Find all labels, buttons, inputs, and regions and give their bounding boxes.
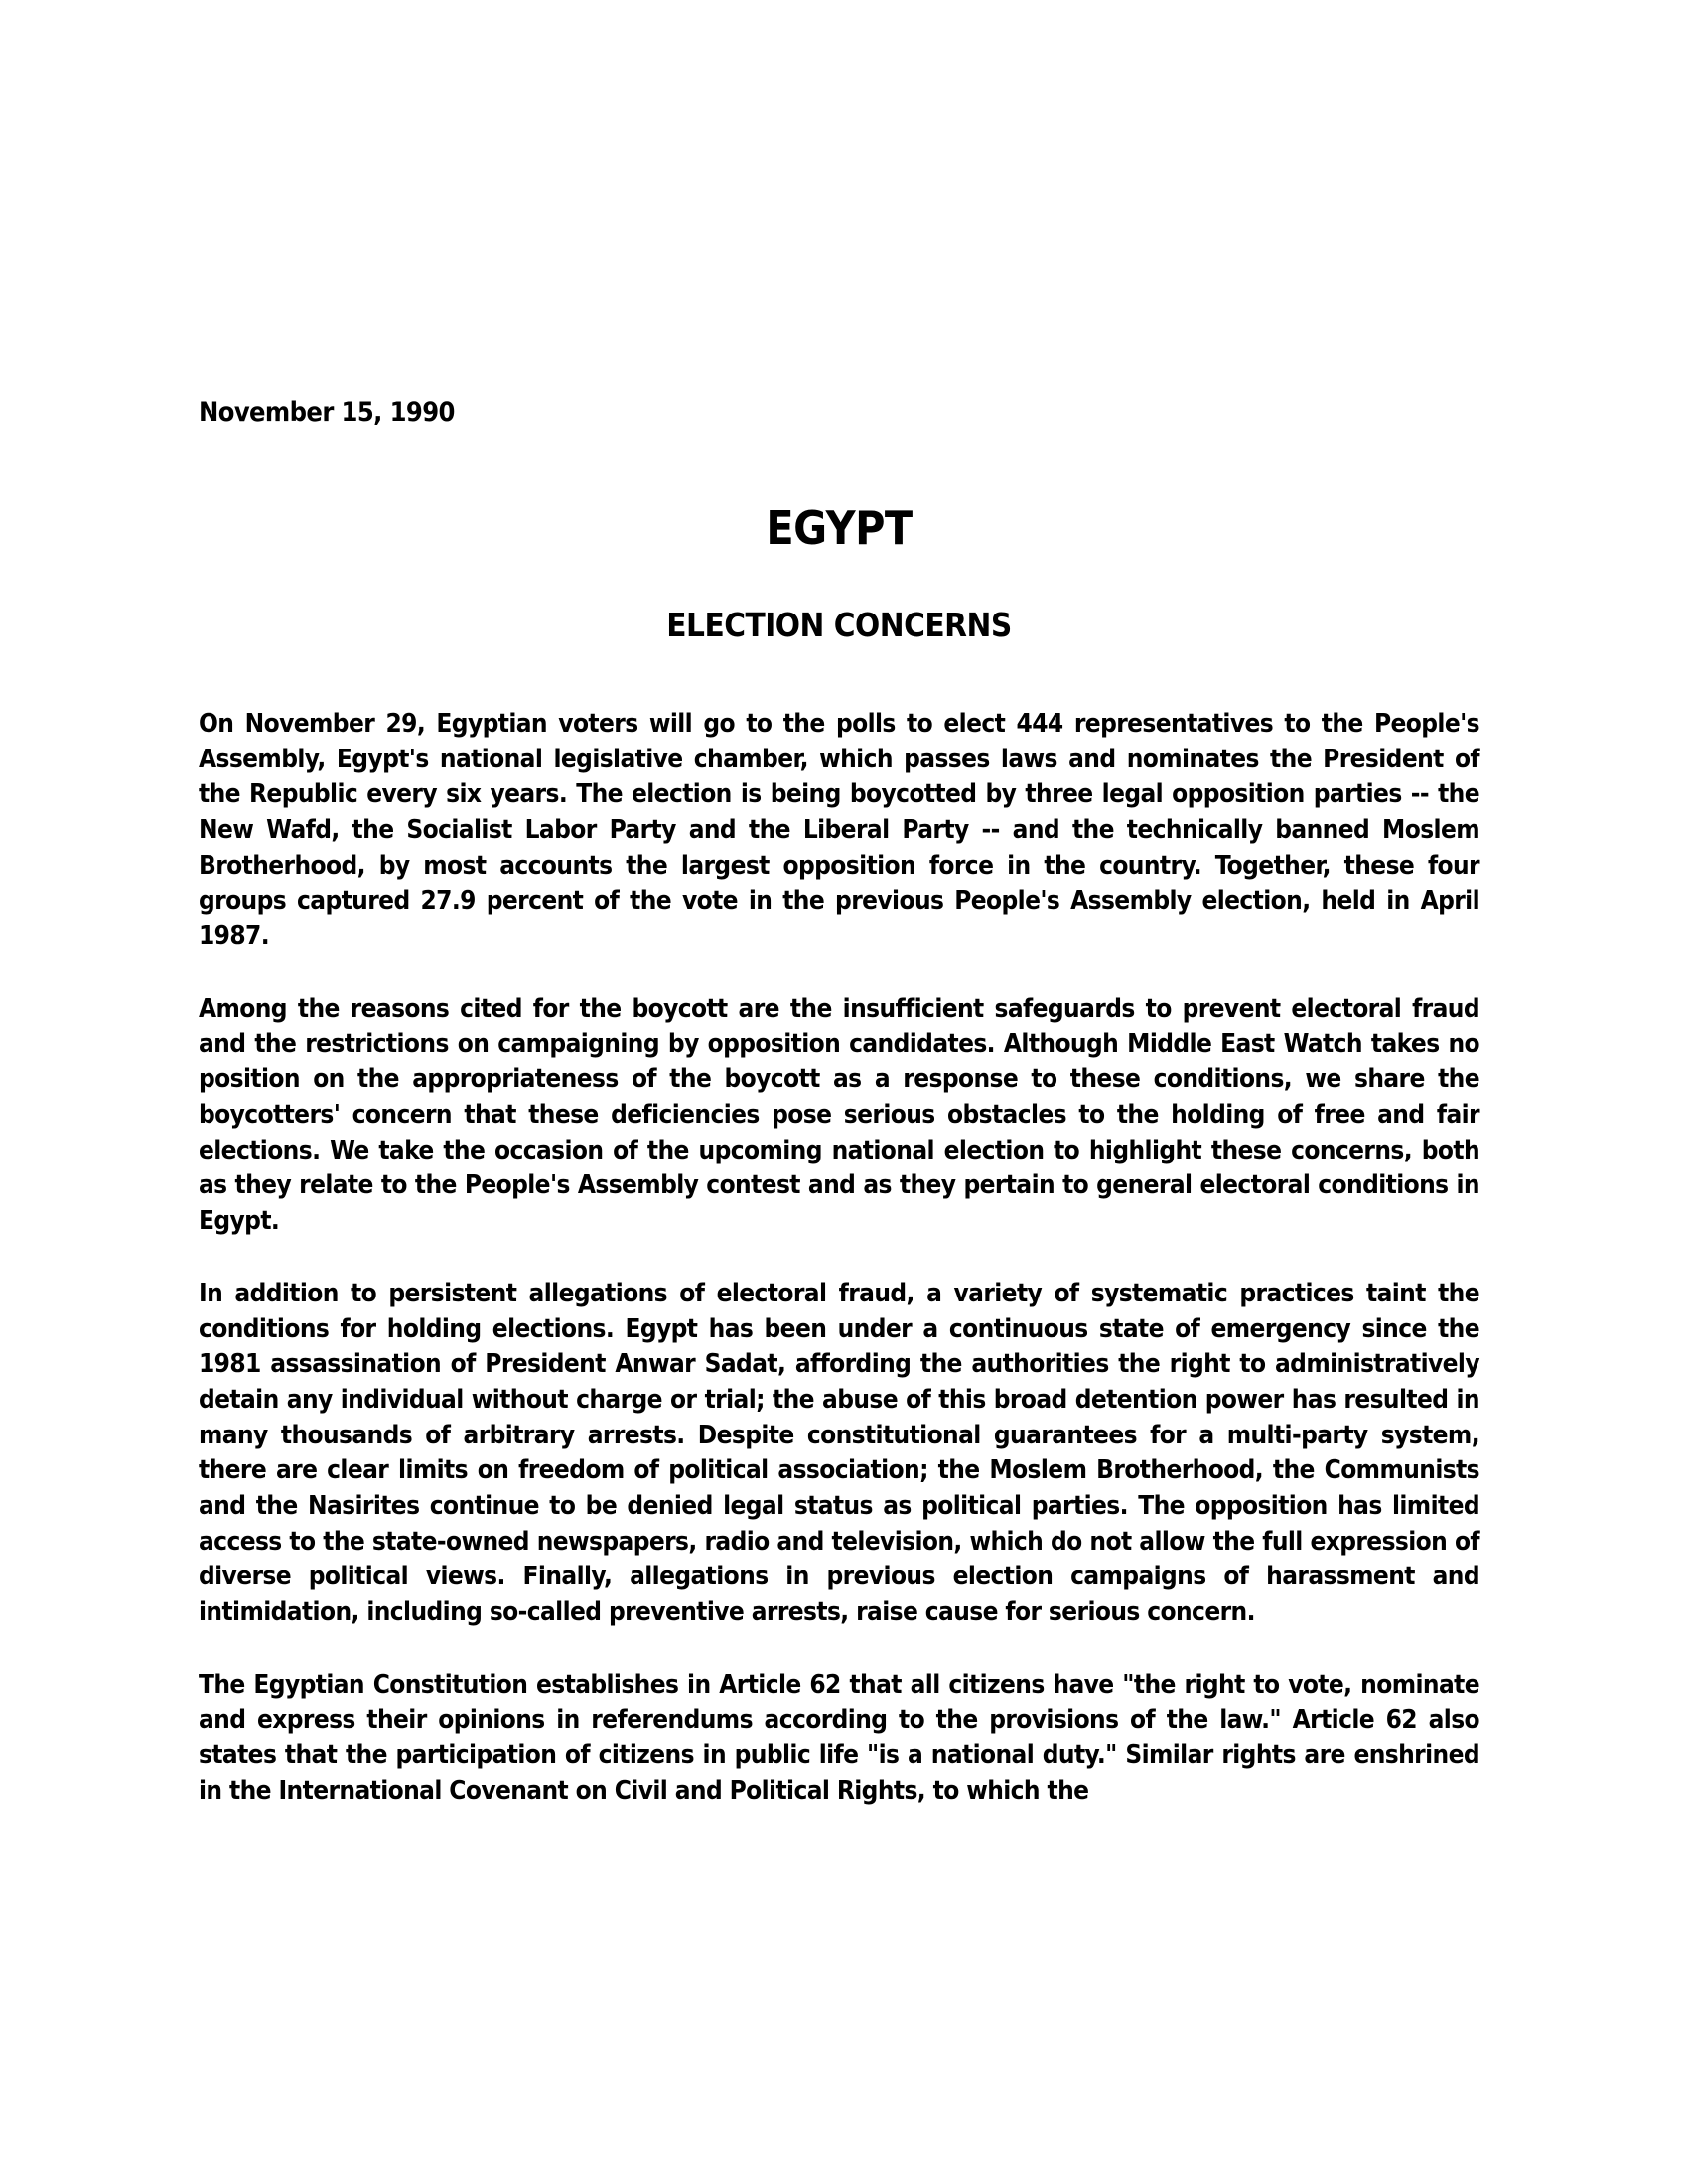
paragraph-1: On November 29, Egyptian voters will go to the polls to elect 444 representatives to the People's Assembly, Egypt's national legislative chamber, which passes laws and nominates the President of the Republic every six years. The election is being boycotted by three legal opposition parties -- the New Wafd, the Socialist Labor Party and the Liberal Party -- and the technically banned Moslem Brotherhood, by most accounts the largest opposition force in the country. Together, these four groups captured 27.9 percent of the vote in the previous People's Assembly election, held in April 1987. — [199, 709, 1479, 952]
paragraph-2: Among the reasons cited for the boycott are the insufficient safeguards to prevent electoral fraud and the restrictions on campaigning by opposition candidates. Although Middle East Watch takes no position on the appropriateness of the boycott as a response to these conditions, we share the boycotters' concern that these deficiencies pose serious obstacles to the holding of free and fair elections. We take the occasion of the upcoming national election to highlight these concerns, both as they relate to the People's Assembly contest and as they pertain to general electoral conditions in Egypt. — [199, 993, 1479, 1237]
document-body — [199, 395, 1479, 1846]
paragraph-3: In addition to persistent allegations of electoral fraud, a variety of systematic practices taint the conditions for holding elections. Egypt has been under a continuous state of emergency since the 1981 assassination of President Anwar Sadat, affording the authorities the right to administratively detain any individual without charge or trial; the abuse of this broad detention power has resulted in many thousands of arbitrary arrests. Despite constitutional guarantees for a multi-party system, there are clear limits on freedom of political association; the Moslem Brotherhood, the Communists and the Nasirites continue to be denied legal status as political parties. The opposition has limited access to the state-owned newspapers, radio and television, which do not allow the full expression of diverse political views. Finally, allegations in previous election campaigns of harassment and intimidation, including so-called preventive arrests, raise cause for serious concern. — [199, 1278, 1479, 1628]
document-subtitle: ELECTION CONCERNS — [666, 606, 1012, 644]
paragraph-4: The Egyptian Constitution establishes in Article 62 that all citizens have "the right to vote, nominate and express their opinions in referendums according to the provisions of the law." Article 62 also states that the participation of citizens in public life "is a national duty." Similar rights are enshrined in the International Covenant on Civil and Political Rights, to which the — [199, 1669, 1479, 1806]
document-date: November 15, 1990 — [199, 397, 455, 428]
document-title: EGYPT — [766, 501, 913, 555]
document-text — [199, 707, 1479, 1810]
